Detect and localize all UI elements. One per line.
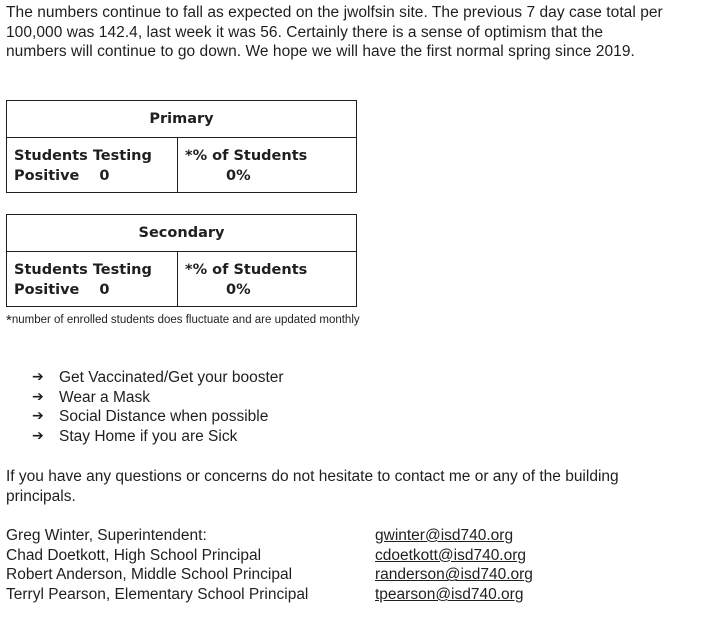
list-item-text: Social Distance when possible — [59, 408, 269, 426]
contact-row — [6, 565, 533, 585]
list-item-text: Stay Home if you are Sick — [59, 428, 238, 446]
arrow-right-icon: ➔ — [32, 388, 44, 405]
table-title: Primary — [7, 101, 357, 138]
percent-students-label: *% of Students — [185, 148, 308, 164]
footnote-text: number of enrolled students does fluctuate and are updated monthly — [11, 314, 360, 326]
positive-count: 0 — [99, 282, 110, 298]
list-item-text: Get Vaccinated/Get your booster — [59, 369, 284, 386]
contact-name: Robert Anderson, Middle School Principal — [6, 566, 293, 584]
contact-email-link[interactable]: cdoetkott@isd740.org — [375, 546, 527, 564]
contact-list — [6, 526, 533, 605]
intro-line: numbers will continue to go down. We hope we will have the first normal spring since 2019. — [6, 43, 635, 60]
contact-email-link[interactable]: tpearson@isd740.org — [375, 586, 524, 604]
contact-paragraph-line: principals. — [6, 487, 76, 505]
contact-paragraph-line: If you have any questions or concerns do not hesitate to contact me or any of the building — [6, 468, 619, 485]
list-item-text: Wear a Mask — [59, 388, 151, 406]
students-testing-cell — [7, 138, 178, 193]
percent-students-value: 0% — [226, 282, 251, 298]
list-item — [32, 427, 284, 447]
intro-paragraph — [6, 3, 706, 62]
contact-row — [6, 526, 533, 546]
contact-paragraph — [6, 467, 686, 506]
list-item — [32, 407, 284, 427]
contact-row — [6, 546, 533, 566]
table-title: Secondary — [7, 215, 357, 252]
intro-line: The numbers continue to fall as expected on the jwolfsin site. The previous 7 day case total per — [6, 4, 663, 21]
students-testing-cell — [7, 252, 178, 307]
percent-students-label: *% of Students — [185, 262, 308, 278]
list-item — [32, 368, 284, 388]
positive-row — [14, 280, 177, 300]
percent-students-cell — [178, 138, 357, 193]
contact-name: Greg Winter, Superintendent: — [6, 527, 207, 544]
contact-email-link[interactable]: randerson@isd740.org — [375, 566, 533, 584]
arrow-right-icon: ➔ — [32, 369, 44, 385]
students-testing-label: Students Testing — [14, 262, 152, 278]
positive-count: 0 — [99, 168, 110, 184]
contact-name: Chad Doetkott, High School Principal — [6, 546, 262, 564]
footnote-asterisk: * — [6, 312, 12, 329]
positive-label: Positive — [14, 168, 80, 184]
positive-row — [14, 166, 177, 186]
contact-name: Terryl Pearson, Elementary School Principal — [6, 586, 309, 604]
positive-label: Positive — [14, 282, 80, 298]
arrow-right-icon: ➔ — [32, 428, 44, 445]
contact-email-link[interactable]: gwinter@isd740.org — [375, 527, 514, 544]
percent-students-cell — [178, 252, 357, 307]
secondary-table — [6, 214, 357, 307]
contact-row — [6, 585, 533, 605]
primary-table — [6, 100, 357, 193]
arrow-right-icon: ➔ — [32, 408, 44, 425]
percent-students-value: 0% — [226, 168, 251, 184]
students-testing-label: Students Testing — [14, 148, 152, 164]
list-item — [32, 388, 284, 408]
footnote — [6, 310, 360, 327]
recommendations-list — [32, 368, 284, 447]
intro-line: 100,000 was 142.4, last week it was 56. Certainly there is a sense of optimism that the — [6, 23, 604, 41]
